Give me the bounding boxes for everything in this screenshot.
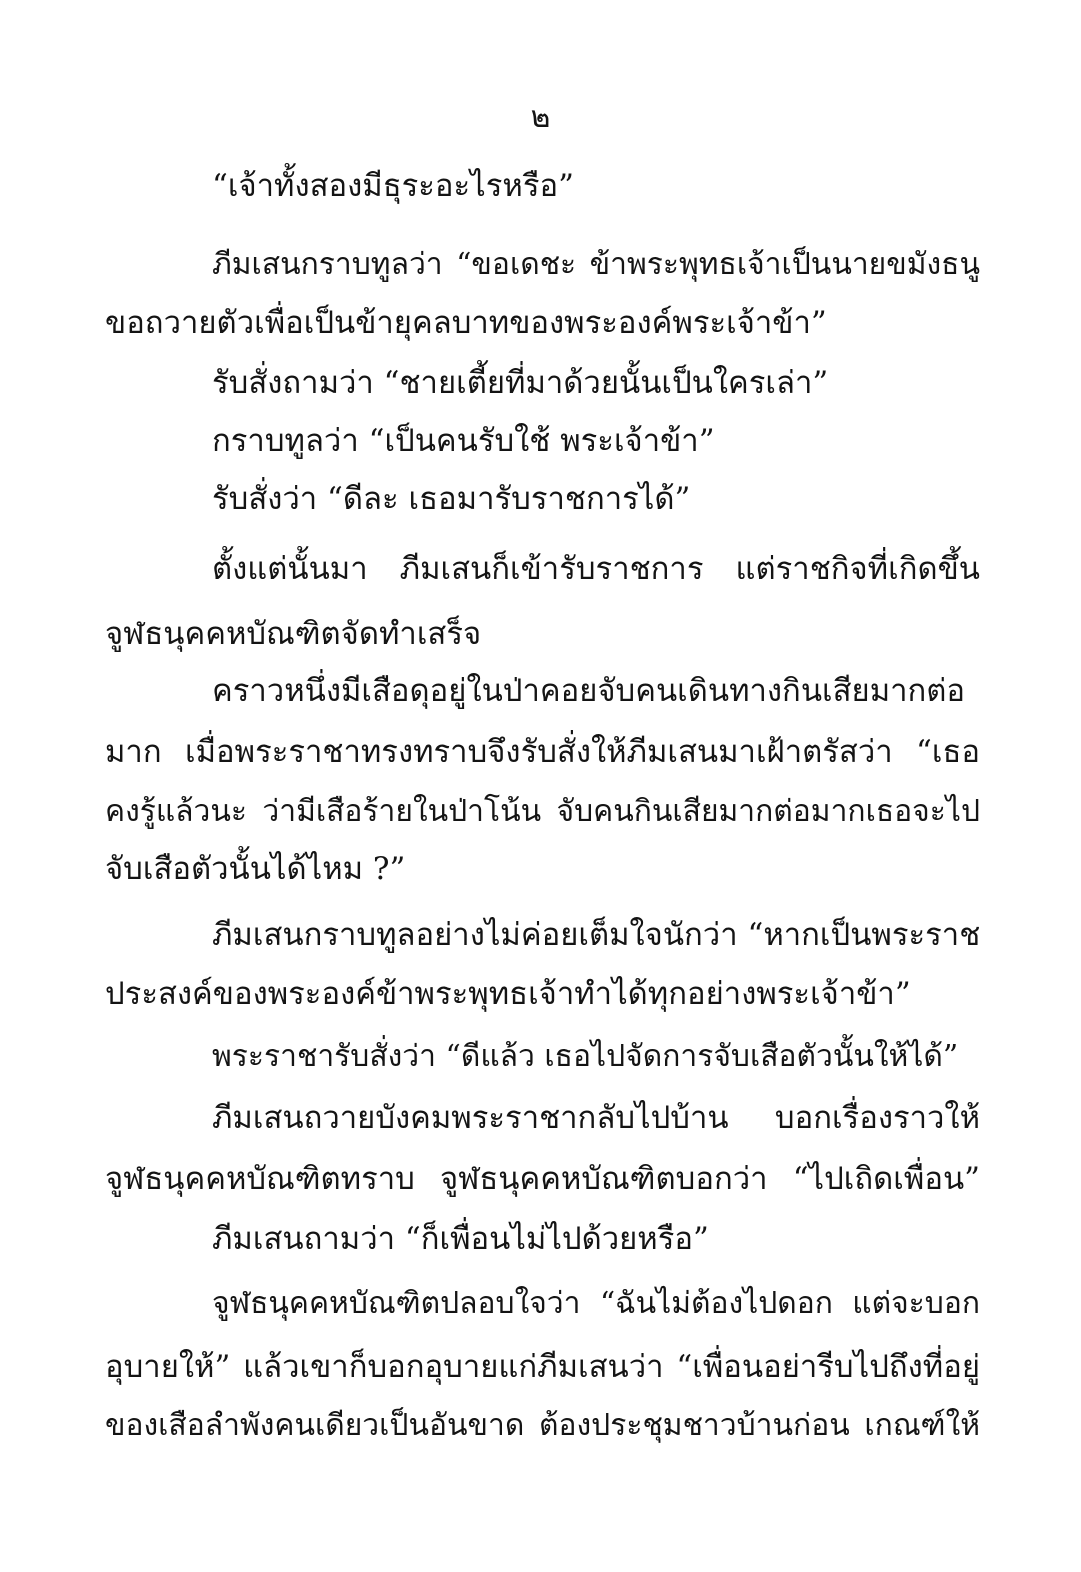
- text-line: ภีมเสนถามว่า “ก็เพื่อนไม่ไปด้วยหรือ”: [212, 1221, 709, 1257]
- text-line: ภีมเสนกราบทูลว่า “ขอเดชะ ข้าพระพุทธเจ้าเป็นนายขมังธนู: [212, 247, 980, 282]
- text-line: อุบายให้” แล้วเขาก็บอกอุบายแก่ภีมเสนว่า “เพื่อนอย่ารีบไปถึงที่อยู่: [105, 1349, 980, 1385]
- text-line: คงรู้แล้วนะ ว่ามีเสือร้ายในป่าโน้น จับคนกินเสียมากต่อมากเธอจะไป: [105, 794, 980, 829]
- text-line: กราบทูลว่า “เป็นคนรับใช้ พระเจ้าข้า”: [212, 423, 715, 459]
- page-number: ๒: [530, 100, 551, 135]
- text-line: ประสงค์ของพระองค์ข้าพระพุทธเจ้าทำได้ทุกอย่างพระเจ้าข้า”: [105, 976, 911, 1012]
- text-line: จับเสือตัวนั้นได้ไหม ?”: [105, 851, 406, 887]
- text-line: จูฬธนุคคหบัณฑิตทราบ จูฬธนุคคหบัณฑิตบอกว่า “ไปเถิดเพื่อน”: [105, 1161, 980, 1197]
- text-line: “เจ้าทั้งสองมีธุระอะไรหรือ”: [212, 168, 574, 204]
- text-line: มาก เมื่อพระราชาทรงทราบจึงรับสั่งให้ภีมเสนมาเฝ้าตรัสว่า “เธอ: [105, 734, 980, 770]
- text-line: รับสั่งว่า “ดีละ เธอมารับราชการได้”: [212, 481, 691, 517]
- text-line: ขอถวายตัวเพื่อเป็นข้ายุคลบาทของพระองค์พระเจ้าข้า”: [105, 305, 827, 341]
- text-line: พระราชารับสั่งว่า “ดีแล้ว เธอไปจัดการจับเสือตัวนั้นให้ได้”: [212, 1039, 959, 1074]
- text-line: คราวหนึ่งมีเสือดุอยู่ในป่าคอยจับคนเดินทางกินเสียมากต่อ: [212, 673, 966, 709]
- text-line: ภีมเสนถวายบังคมพระราชากลับไปบ้าน บอกเรื่องราวให้: [212, 1100, 980, 1136]
- text-line: รับสั่งถามว่า “ชายเตี้ยที่มาด้วยนั้นเป็นใครเล่า”: [212, 365, 829, 401]
- text-line: ภีมเสนกราบทูลอย่างไม่ค่อยเต็มใจนักว่า “หากเป็นพระราช: [212, 917, 981, 953]
- text-line: จูฬธนุคคหบัณฑิตจัดทำเสร็จ: [105, 616, 482, 652]
- text-line: จูฬธนุคคหบัณฑิตปลอบใจว่า “ฉันไม่ต้องไปดอก แต่จะบอก: [212, 1286, 980, 1321]
- text-line: ตั้งแต่นั้นมา ภีมเสนก็เข้ารับราชการ แต่ราชกิจที่เกิดขึ้น: [212, 551, 980, 587]
- text-line: ของเสือลำพังคนเดียวเป็นอันขาด ต้องประชุมชาวบ้านก่อน เกณฑ์ให้: [105, 1408, 980, 1443]
